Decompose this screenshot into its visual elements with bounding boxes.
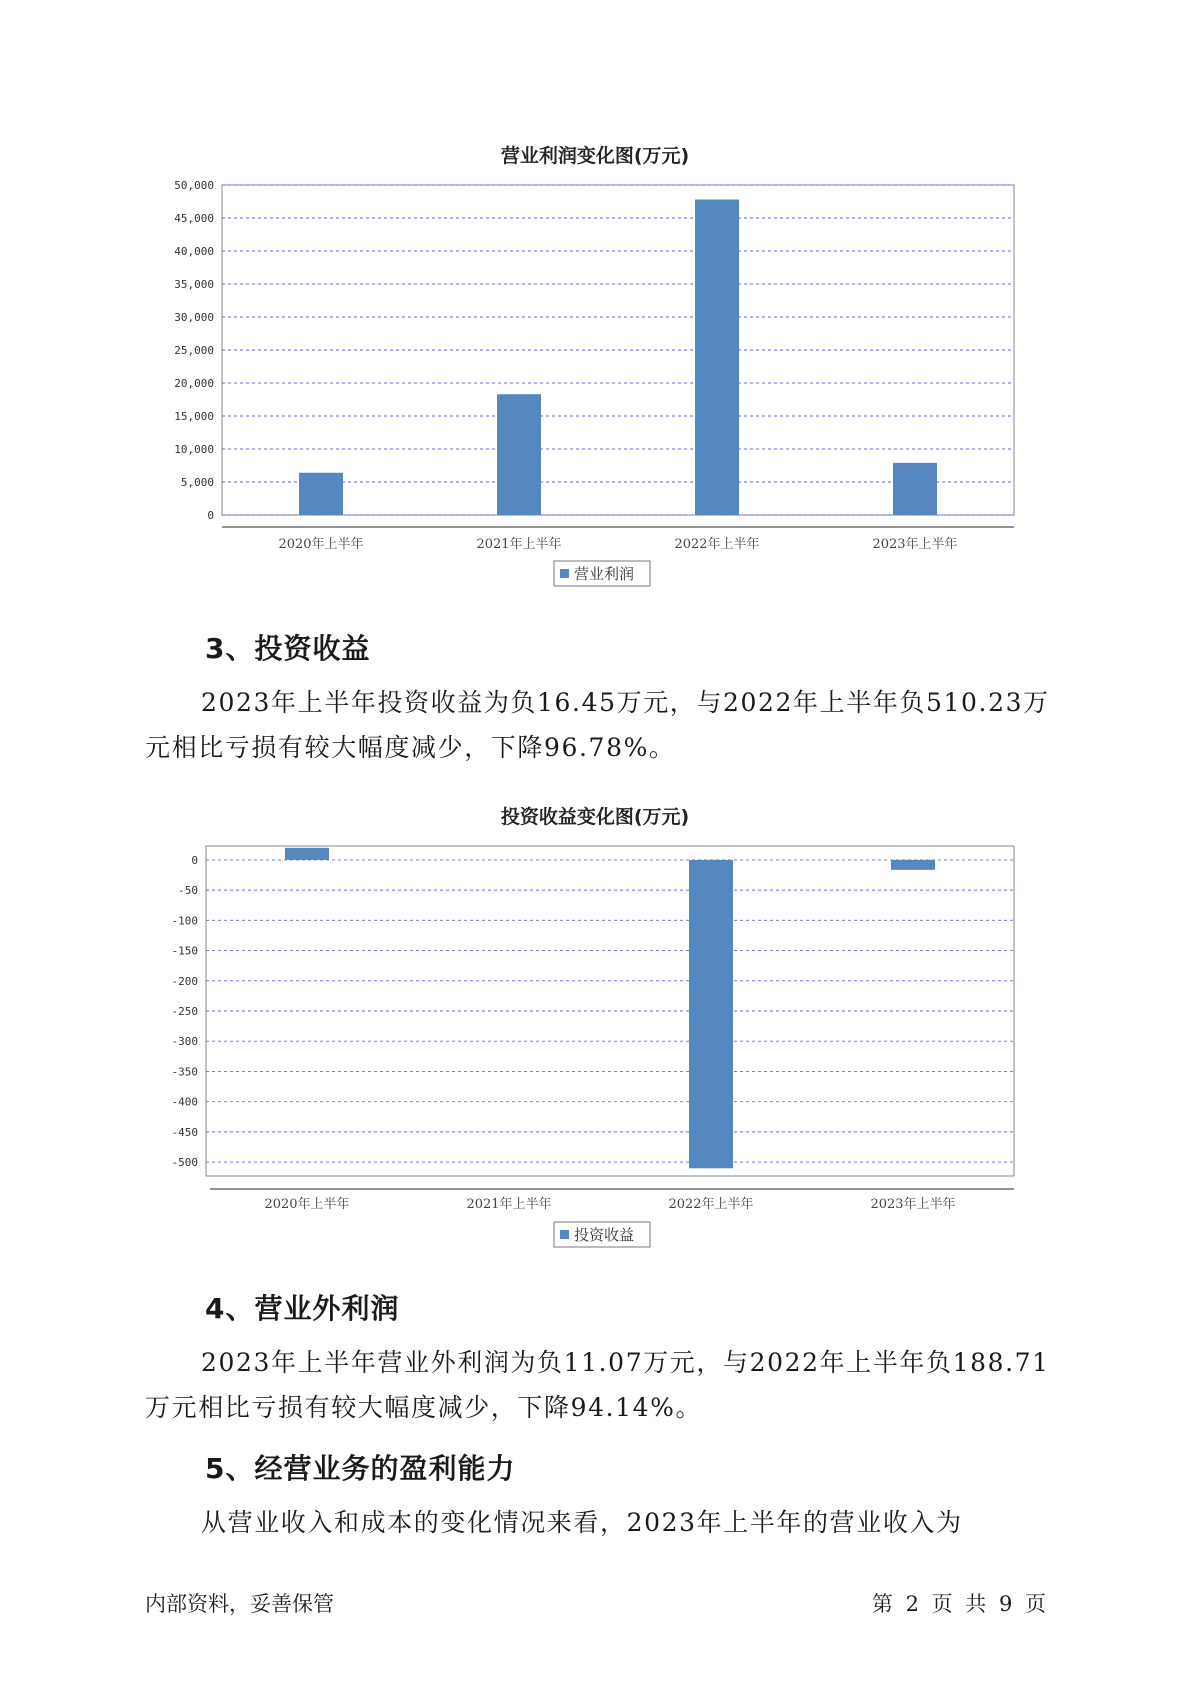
y-tick-label: -350 xyxy=(171,1065,198,1079)
y-tick-label: -100 xyxy=(171,914,198,928)
y-tick-label: -450 xyxy=(171,1125,198,1139)
x-tick-label: 2020年上半年 xyxy=(264,1197,350,1212)
footer-page-number: 第 2 页 共 9 页 xyxy=(871,1592,1046,1616)
y-tick-label: 40,000 xyxy=(174,245,214,258)
section-heading-investment: 3、投资收益 xyxy=(205,632,371,665)
legend-swatch xyxy=(560,1230,569,1239)
legend-swatch xyxy=(560,569,569,578)
bar xyxy=(497,394,541,515)
y-tick-label: -300 xyxy=(171,1035,198,1049)
x-tick-label: 2020年上半年 xyxy=(278,537,364,552)
paragraph-non-operating: 2023年上半年营业外利润为负11.07万元，与2022年上半年负188.71万元相比亏损有较大幅度减少，下降94.14%。 xyxy=(145,1348,1050,1422)
y-tick-label: 20,000 xyxy=(174,377,214,390)
y-tick-label: 10,000 xyxy=(174,443,214,456)
y-tick-label: 0 xyxy=(191,853,198,867)
footer-confidential-note: 内部资料，妥善保管 xyxy=(145,1592,334,1616)
bar xyxy=(893,463,937,515)
bar xyxy=(299,473,343,515)
x-tick-label: 2023年上半年 xyxy=(870,1197,956,1212)
y-tick-label: 50,000 xyxy=(174,179,214,192)
legend-label: 营业利润 xyxy=(574,565,635,583)
y-tick-label: -150 xyxy=(171,944,198,958)
chart-title: 营业利润变化图(万元) xyxy=(500,145,690,167)
y-tick-label: -200 xyxy=(171,974,198,988)
x-tick-label: 2023年上半年 xyxy=(872,537,958,552)
investment-income-chart-svg xyxy=(0,793,1191,1263)
y-tick-label: -500 xyxy=(171,1156,198,1170)
x-tick-label: 2021年上半年 xyxy=(476,537,562,552)
y-tick-label: 30,000 xyxy=(174,311,214,324)
paragraph-profitability: 从营业收入和成本的变化情况来看，2023年上半年的营业收入为 xyxy=(201,1508,963,1537)
bar xyxy=(891,860,935,870)
operating-profit-chart-svg xyxy=(0,125,1191,605)
operating-profit-chart xyxy=(0,125,1191,605)
bar xyxy=(695,200,739,515)
y-tick-label: -250 xyxy=(171,1005,198,1018)
y-tick-label: 35,000 xyxy=(174,278,214,291)
y-tick-label: -400 xyxy=(171,1095,198,1109)
x-tick-label: 2022年上半年 xyxy=(674,537,760,552)
y-tick-label: 15,000 xyxy=(174,410,214,423)
y-tick-label: -50 xyxy=(178,884,198,898)
y-tick-label: 25,000 xyxy=(174,344,214,357)
legend-label: 投资收益 xyxy=(574,1226,635,1244)
y-tick-label: 45,000 xyxy=(174,212,214,225)
section-heading-non-operating: 4、营业外利润 xyxy=(205,1292,400,1325)
x-tick-label: 2022年上半年 xyxy=(668,1197,754,1212)
chart-title: 投资收益变化图(万元) xyxy=(500,806,690,828)
section-heading-profitability: 5、经营业务的盈利能力 xyxy=(205,1452,516,1485)
y-tick-label: 5,000 xyxy=(180,476,214,489)
investment-income-chart xyxy=(0,793,1191,1263)
paragraph-investment: 2023年上半年投资收益为负16.45万元，与2022年上半年负510.23万元相比亏损有较大幅度减少，下降96.78%。 xyxy=(145,688,1050,762)
bar xyxy=(689,860,733,1168)
x-tick-label: 2021年上半年 xyxy=(466,1197,552,1212)
y-tick-label: 0 xyxy=(207,509,214,522)
bar xyxy=(285,848,329,860)
